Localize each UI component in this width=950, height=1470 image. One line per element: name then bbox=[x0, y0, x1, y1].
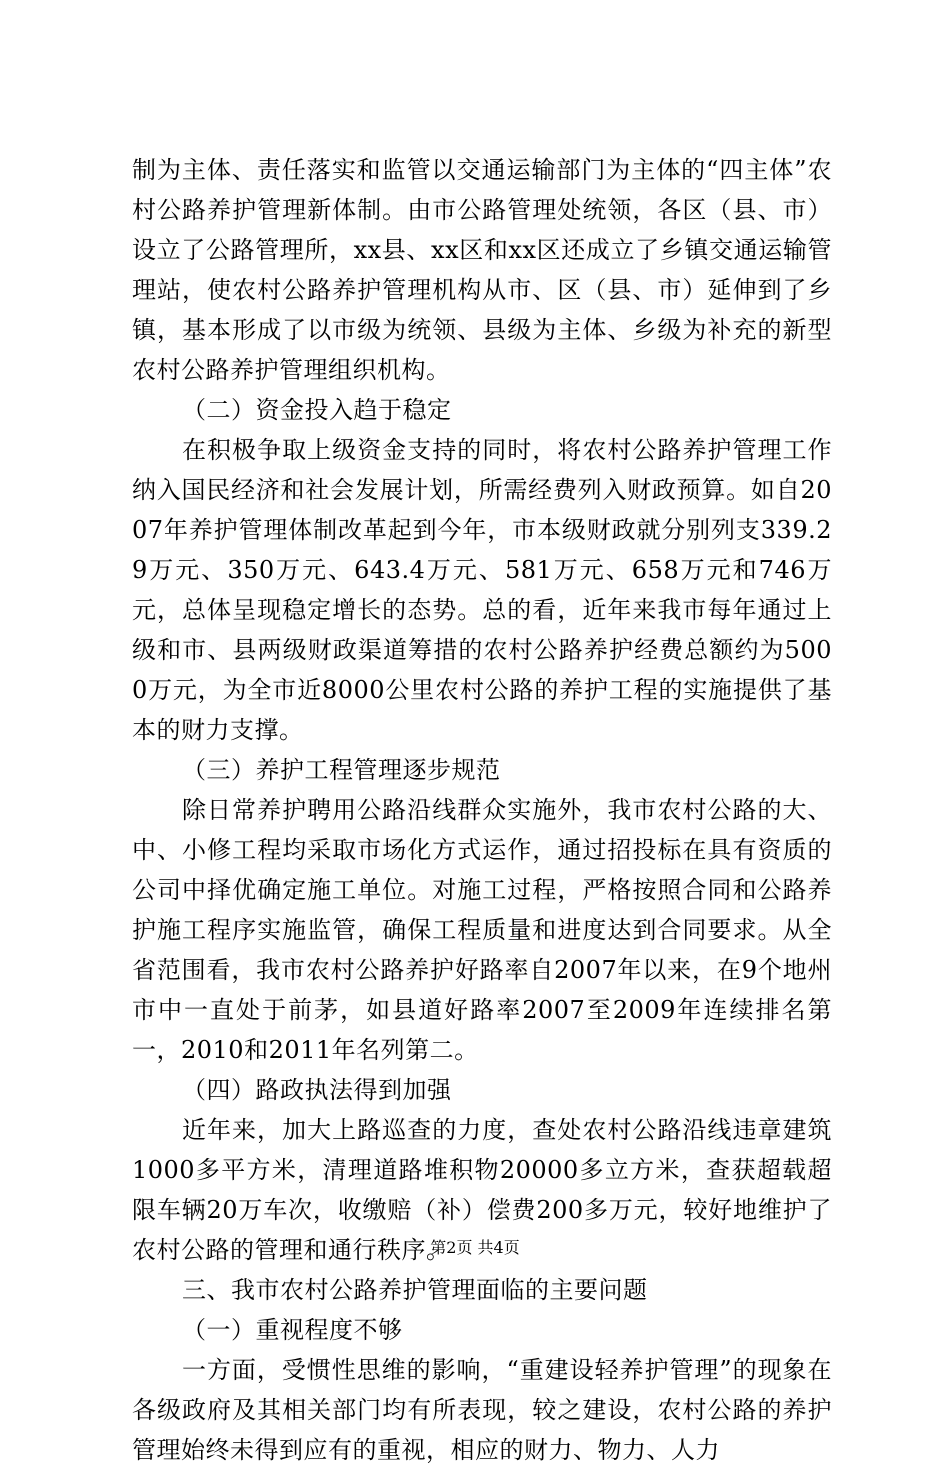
section-heading: （三）养护工程管理逐步规范 bbox=[182, 756, 501, 784]
body-text bbox=[132, 150, 832, 1470]
section-heading: （四）路政执法得到加强 bbox=[182, 1076, 452, 1104]
page-number-footer: 第2页 共4页 bbox=[430, 1238, 520, 1257]
chapter-heading: 三、我市农村公路养护管理面临的主要问题 bbox=[182, 1276, 648, 1304]
paragraph: 在积极争取上级资金支持的同时，将农村公路养护管理工作纳入国民经济和社会发展计划，所需经费列入财政预算。如自2007年养护管理体制改革起到今年，市本级财政就分别列支339.29万元、350万元、643.4万元、581万元、658万元和746万元，总体呈现稳定增长的态势。总的看，近年来我市每年通过上级和市、县两级财政渠道筹措的农村公路养护经费总额约为5000万元，为全市近8000公里农村公路的养护工程的实施提供了基本的财力支撑。 bbox=[132, 436, 832, 744]
paragraph: 除日常养护聘用公路沿线群众实施外，我市农村公路的大、中、小修工程均采取市场化方式运作，通过招投标在具有资质的公司中择优确定施工单位。对施工过程，严格按照合同和公路养护施工程序实施监管，确保工程质量和进度达到合同要求。从全省范围看，我市农村公路养护好路率自2007年以来，在9个地州市中一直处于前茅，如县道好路率2007至2009年连续排名第一，2010和2011年名列第二。 bbox=[132, 796, 832, 1064]
paragraph: 近年来，加大上路巡查的力度，查处农村公路沿线违章建筑1000多平方米，清理道路堆积物20000多立方米，查获超载超限车辆20万车次，收缴赔（补）偿费200多万元，较好地维护了农村公路的管理和通行秩序。 bbox=[132, 1116, 832, 1264]
section-heading: （一）重视程度不够 bbox=[182, 1316, 403, 1344]
section-heading: （二）资金投入趋于稳定 bbox=[182, 396, 452, 424]
paragraph: 制为主体、责任落实和监管以交通运输部门为主体的“四主体”农村公路养护管理新体制。由市公路管理处统领，各区（县、市）设立了公路管理所，xx县、xx区和xx区还成立了乡镇交通运输管理站，使农村公路养护管理机构从市、区（县、市）延伸到了乡镇，基本形成了以市级为统领、县级为主体、乡级为补充的新型农村公路养护管理组织机构。 bbox=[132, 156, 832, 384]
paragraph: 一方面，受惯性思维的影响，“重建设轻养护管理”的现象在各级政府及其相关部门均有所表现，较之建设，农村公路的养护管理始终未得到应有的重视，相应的财力、物力、人力 bbox=[132, 1356, 832, 1464]
